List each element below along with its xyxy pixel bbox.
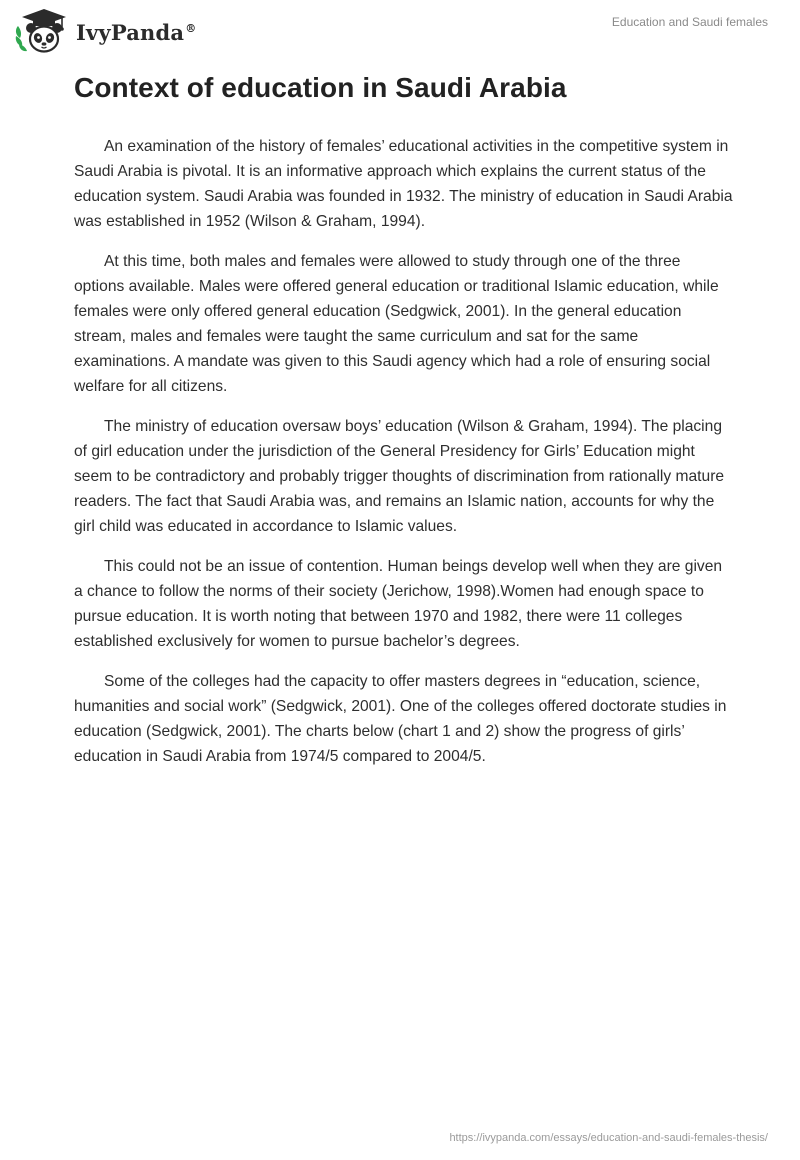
paragraph-2: At this time, both males and females were allowed to study through one of the three options available. Males were offered general education or traditional Islamic education, while females were only offered general education (Sedgwick, 2001). In the general education stream, males and females were taught the same curriculum and sat for the same examinations. A mandate was given to this Saudi agency which had a role of ensuring social welfare for all citizens. [74,253,719,395]
page-title: Context of education in Saudi Arabia [74,72,567,103]
paragraph-3: The ministry of education oversaw boys’ education (Wilson & Graham, 1994). The placing of girl education under the jurisdiction of the General Presidency for Girls’ Education might seem to be contradictory and probably trigger thoughts of discrimination from rationally mature readers. The fact that Saudi Arabia was, and remains an Islamic nation, accounts for why the girl child was educated in accordance to Islamic values. [74,418,725,535]
header-document-title: Education and Saudi females [611,15,768,29]
footer-source-url[interactable]: https://ivypanda.com/essays/education-and-saudi-females-thesis/ [449,1132,768,1144]
ivypanda-logo[interactable] [14,8,196,54]
paragraph-4: This could not be an issue of contention. Human beings develop well when they are given a chance to follow the norms of their society (Jerichow, 1998).Women had enough space to pursue education. It is worth noting that between 1970 and 1982, there were 11 colleges established exclusively for women to pursue bachelor’s degrees. [74,558,723,650]
logo-text: IvyPanda [76,19,185,45]
article-body [74,134,734,784]
registered-mark: ® [185,21,197,35]
page-header [0,0,800,60]
paragraph-5: Some of the colleges had the capacity to offer masters degrees in “education, science, humanities and social work” (Sedgwick, 2001). One of the colleges offered doctorate studies in education (Sedgwick, 2001). The charts below (chart 1 and 2) show the progress of girls’ education in Saudi Arabia from 1974/5 compared to 2004/5. [74,673,727,765]
paragraph-1: An examination of the history of females’ educational activities in the competitive system in Saudi Arabia is pivotal. It is an informative approach which explains the current status of the education system. Saudi Arabia was founded in 1932. The ministry of education in Saudi Arabia was established in 1952 (Wilson & Graham, 1994). [74,138,733,230]
panda-graduate-logo-icon [14,8,72,54]
logo-wordmark [76,20,196,45]
